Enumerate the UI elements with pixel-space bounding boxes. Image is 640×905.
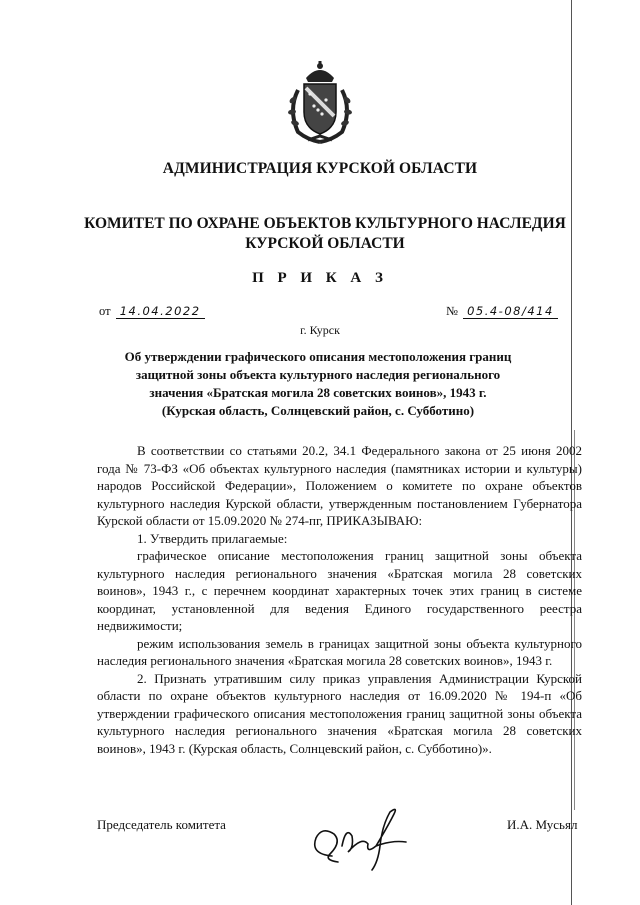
item-1-paragraph: 1. Утвердить прилагаемые:	[137, 530, 288, 546]
committee-title	[70, 214, 580, 254]
subject-line3: значения «Братская могила 28 советских воинов», 1943 г.	[149, 385, 487, 400]
subject-line2: защитной зоны объекта культурного наследия регионального	[135, 367, 501, 382]
administration-title: АДМИНИСТРАЦИЯ КУРСКОЙ ОБЛАСТИ	[162, 160, 478, 177]
handwritten-signature	[302, 796, 422, 876]
number-value: 05.4-08/414	[463, 304, 558, 319]
signatory-name: И.А. Мусьял	[507, 817, 578, 832]
number-prefix: №	[446, 304, 458, 318]
document-type-heading: П Р И К А З	[252, 270, 388, 286]
committee-title-line1: КОМИТЕТ ПО ОХРАНЕ ОБЪЕКТОВ КУЛЬТУРНОГО НАСЛЕДИЯ	[84, 215, 566, 232]
city-label: г. Курск	[300, 323, 340, 337]
preamble-paragraph: В соответствии со статьями 20.2, 34.1 Федерального закона от 25 июня 2002 года № 73-ФЗ «Об объектах культурного наследия (памятниках истории и культуры) народов Российской Федерации», Положением о комитете по охране объектов культурного наследия Курской области, утвержденным постановлением Губернатора Курской области от 15.09.2020 № 274-пг, ПРИКАЗЫВАЮ:	[97, 443, 582, 528]
committee-title-line2: КУРСКОЙ ОБЛАСТИ	[245, 235, 405, 252]
item-1b-paragraph: режим использования земель в границах защитной зоны объекта культурного наследия регионального значения «Братская могила 28 советских воинов», 1943 г.	[97, 635, 582, 668]
signatory-position: Председатель комитета	[97, 817, 226, 832]
number-field	[446, 304, 558, 319]
coat-of-arms-emblem	[284, 60, 356, 146]
date-prefix: от	[99, 304, 111, 318]
item-2-paragraph: 2. Признать утратившим силу приказ управления Администрации Курской области по охране объектов культурного наследия от 16.09.2020 № 194-п «Об утверждении графического описания местоположения границ защитной зоны объекта культурного наследия регионального значения «Братская могила 28 советских воинов», 1943 г. (Курская область, Солнцевский район, с. Субботино)».	[97, 670, 582, 756]
date-field	[99, 304, 205, 319]
subject-line1: Об утверждении графического описания местоположения границ	[124, 349, 512, 364]
order-body	[97, 442, 582, 757]
item-1a-paragraph: графическое описание местоположения границ защитной зоны объекта культурного наследия регионального значения «Братская могила 28 советских воинов», 1943 г., с перечнем координат характерных точек этих границ в системе координат, установленной для ведения Единого государственного реестра недвижимости;	[97, 548, 582, 633]
order-subject	[108, 348, 528, 420]
subject-line4: (Курская область, Солнцевский район, с. Субботино)	[161, 403, 475, 418]
date-value: 14.04.2022	[116, 304, 205, 319]
